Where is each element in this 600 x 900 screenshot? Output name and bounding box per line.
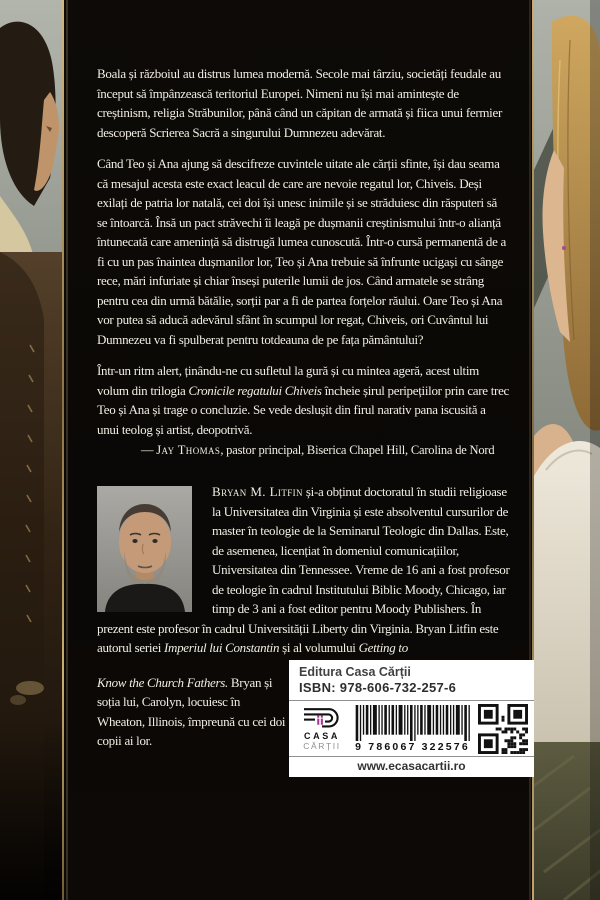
author-section [97,482,534,777]
logo-text-casa: CASA [304,731,340,741]
endorser-name: Jay Thomas [156,443,221,457]
publisher-name: Editura Casa Cărții [299,664,411,679]
endorsement-text-before: Într-un ritm alert, ținându-ne cu sufletul la gură și cu mintea ageră, acest ultim volum din trilogia [97,363,479,398]
publisher-box [289,660,534,777]
casa-cartii-logo [297,706,347,751]
trilogy-title: Cronicile regatului Chiveis [188,382,322,398]
author-name: Bryan M. Litfin [212,484,303,499]
male-figure-art [0,0,62,900]
casa-cartii-logo-icon [302,706,342,730]
isbn-number: ISBN: 978-606-732-257-6 [299,679,457,695]
barcode-bars [354,705,472,741]
endorsement-attribution [141,441,534,460]
synopsis-paragraph-1: Boala și războiul au distrus lumea modernă. Secole mai târziu, societăți feudale au început să împânzească teritoriul Europei. Nimeni nu își mai amintește de creștinism, religia Străbunilor, până când un căpitan de armată și fiica unui fermier descoperă Scrierea Sacră a singurului Dumnezeu adevărat. [97,66,502,140]
bio-text-1: și-a obținut doctoratul în studii religioase la Universitatea din Virginia și este absolventul cursurilor de master în teologie de la Seminarul Teologic din Dallas. Este, de asemenea, licențiat în domeniul comunicațiilor, Universitatea din Tennessee. Vreme de 16 ani a fost profesor de teologie în cadrul Institutului Biblic Moody, Chicago, iar timp de 3 ani a fost editor pentru Moody Publishers. În prezent este profesor în cadrul Universității Liberty din Virginia. Bryan Litfin este autorul seriei [97,484,510,655]
qr-code-pattern [478,704,528,754]
author-photo [97,486,192,612]
publisher-info [289,660,534,701]
synopsis-paragraph-2: Când Teo și Ana ajung să descifreze cuvintele uitate ale cărții sfinte, își dau seama că mesajul acesta este exact leacul de care are nevoie regatul lor, Chiveis. Deși exilați de patria lor natală, cei doi își unesc inimile și se străduiesc din răsputeri să se întoarcă. Însă un pact străvechi îi leagă pe dușmanii creștinismului într-o alianță întunecată care amenință să distrugă lumea cunoscută. Într-o cursă permanentă de a fi cu un pas înaintea dușmanilor lor, Teo și Ana trebuie să înfrunte ucigași cu sânge rece, mări infuriate și chiar înseși puterile lumii de jos. Când armatele se strâng pentru cea din urmă bătălie, sorții par a fi de partea forțelor răului. Oare Teo și Ana vor putea să aducă adevărul sfânt în scumpul lor regat, Chiveis, ori Cuvântul lui Dumnezeu va fi spulberat pentru totdeauna de pe fața pământului? [97,156,506,347]
bio-text-3: Bryan și soția lui, Carolyn, locuiesc în Wheaton, Illinois, împreună cu cei doi copii ai lor. [97,674,286,748]
book-title-part-1: Getting to [358,640,408,655]
endorsement-text-after: încheie șirul peripețiilor prin care trec Teo și Ana și trage o concluzie. Se vede deslușit din firul narativ pana iscusită a unui teolog și artist, deopotrivă. [97,382,510,437]
endorsement-quote [97,361,534,439]
cover-art-left-strip [0,0,62,900]
gold-border-left [62,0,64,900]
barcode-row [289,701,534,757]
barcode-digits: 9 786067 322576 [355,740,470,753]
female-figure-art [534,0,600,900]
series-title: Imperiul lui Constantin [163,640,280,655]
logo-text-cartii: CĂRȚII [303,741,341,751]
back-cover-text-column [97,0,534,777]
author-bio-continued [97,673,289,751]
cover-art-right-strip [534,0,600,900]
attribution-dash: — [141,443,157,457]
endorser-role: , pastor principal, Biserica Chapel Hill, Carolina de Nord [220,443,495,457]
author-portrait-art [97,486,192,612]
bio-text-2: și al volumului [279,640,359,655]
publisher-website: www.ecasacartii.ro [357,758,466,773]
qr-code [478,704,528,754]
bio-and-publisher-row [97,660,534,777]
barcode [351,705,474,753]
book-title-part-2: Know the Church Fathers. [97,674,228,690]
